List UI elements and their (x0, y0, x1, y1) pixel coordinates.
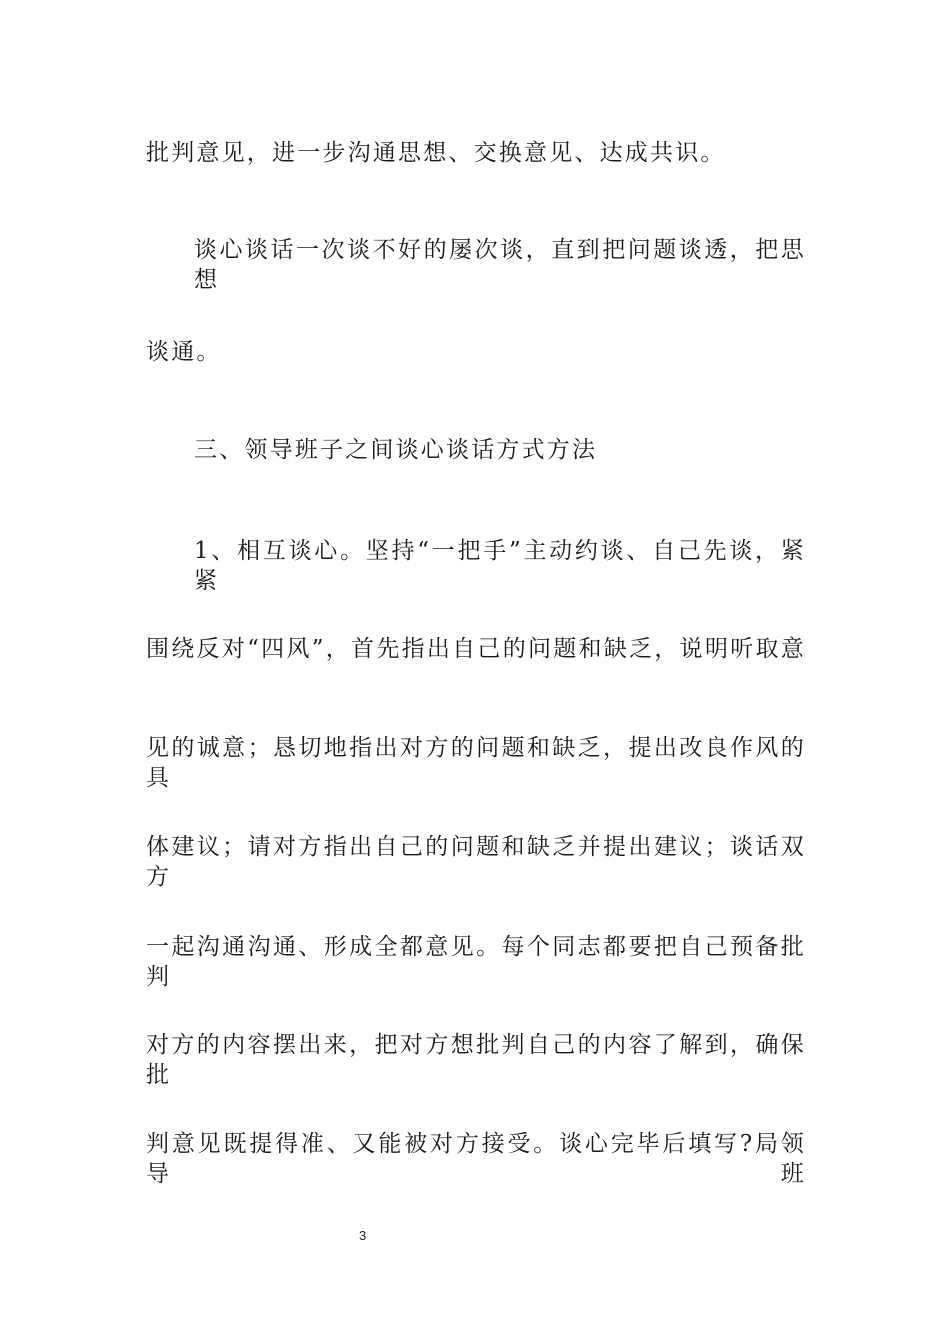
paragraph-line: 谈心谈话一次谈不好的屡次谈，直到把问题谈透，把思想 (194, 237, 806, 293)
section-heading: 三、领导班子之间谈心谈话方式方法 (194, 437, 598, 463)
paragraph-line: 一起沟通沟通、形成全都意见。每个同志都要把自己预备批判 (146, 934, 806, 990)
page-number: 3 (359, 1228, 367, 1243)
paragraph-line: 体建议；请对方指出自己的问题和缺乏并提出建议；谈话双方 (146, 834, 806, 890)
paragraph-line: 见的诚意；恳切地指出对方的问题和缺乏，提出改良作风的具 (146, 735, 806, 791)
paragraph-line: 1、相互谈心。坚持“一把手”主动约谈、自己先谈，紧紧 (194, 538, 806, 594)
paragraph-line: 对方的内容摆出来，把对方想批判自己的内容了解到，确保批 (146, 1032, 806, 1088)
paragraph-line: 围绕反对“四风”，首先指出自己的问题和缺乏，说明听取意 (146, 636, 806, 662)
paragraph-line: 批判意见，进一步沟通思想、交换意见、达成共识。 (146, 140, 726, 166)
paragraph-line: 判意见既提得准、又能被对方接受。谈心完毕后填写?局领导班 (146, 1131, 806, 1187)
paragraph-line: 谈通。 (146, 339, 222, 365)
